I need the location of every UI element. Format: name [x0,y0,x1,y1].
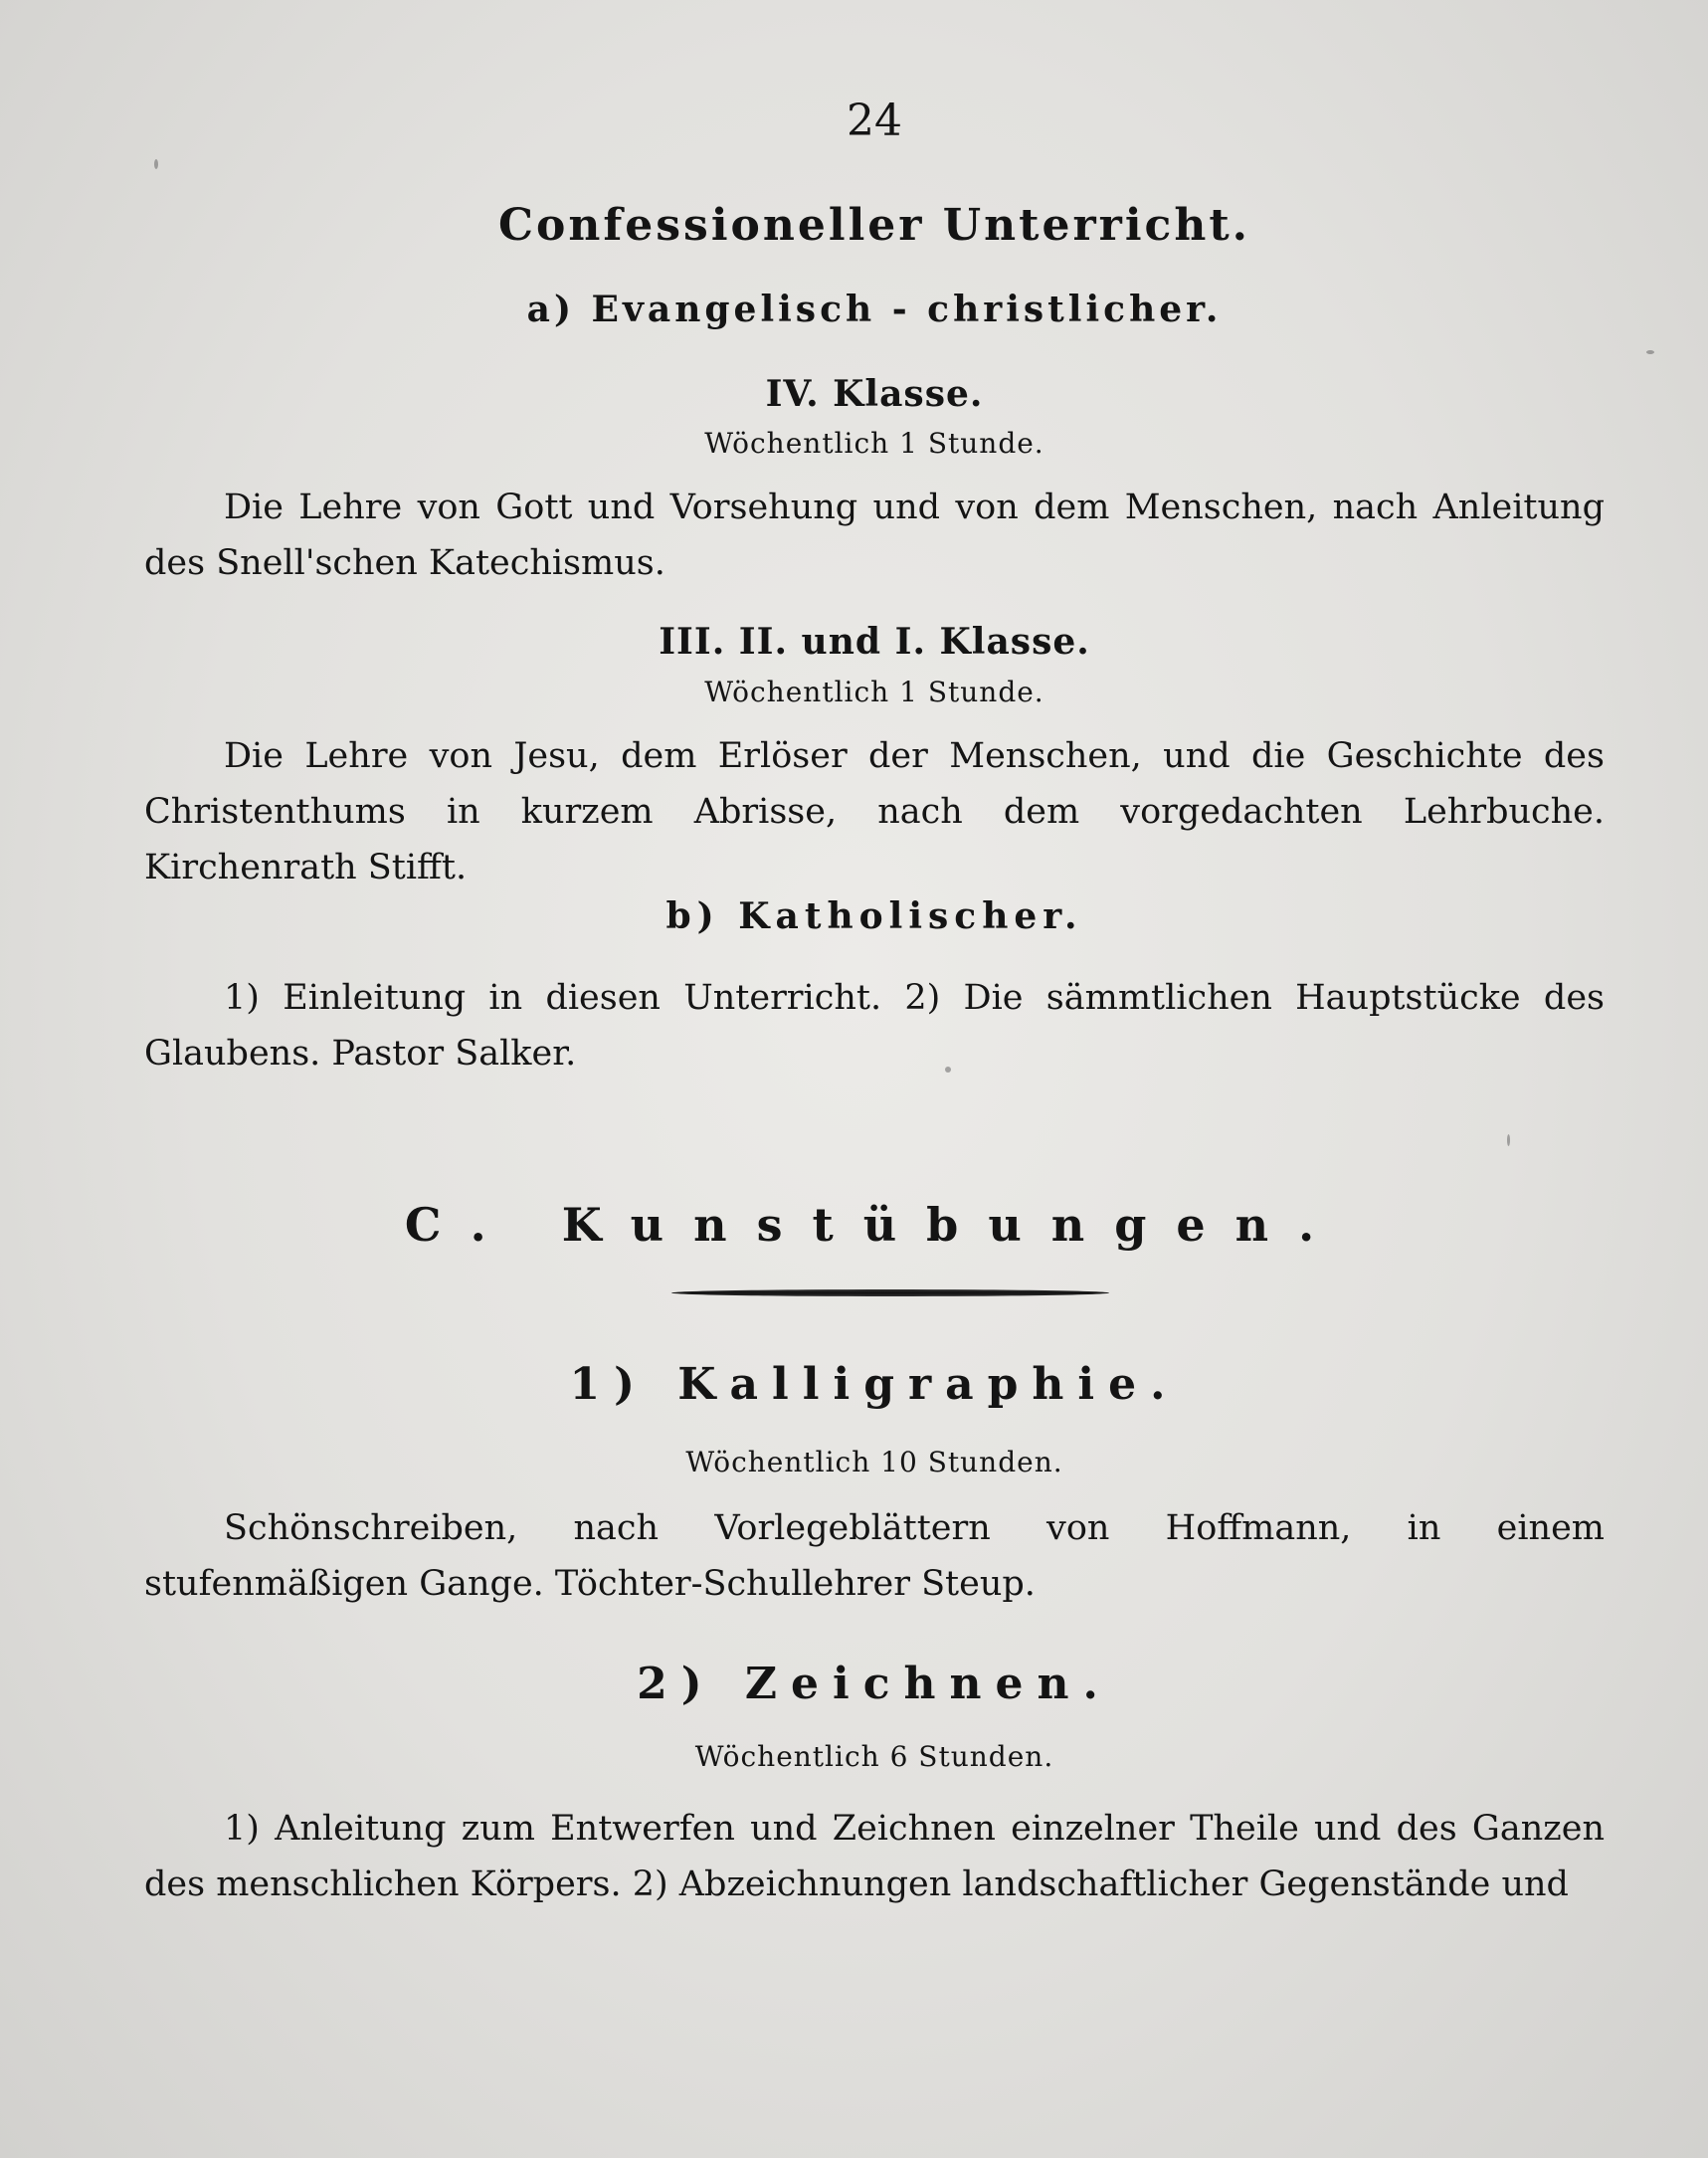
section-c-heading: C. Kunstübungen. [404,1198,1345,1252]
paper-speck [1646,350,1654,354]
kalligraphie-hours: Wöchentlich 10 Stunden. [685,1446,1063,1478]
section-b-heading: b) Katholischer. [665,895,1083,937]
main-heading: Confessioneller Unterricht. [498,200,1250,251]
zeichnen-paragraph: 1) Anleitung zum Entwerfen und Zeichnen einzelner Theile und des Ganzen des menschlichen Körpers. 2) Abzeichnungen landschaftlicher Gegenstände und [144,1809,1605,1904]
kalligraphie-heading: 1) Kalligraphie. [569,1359,1180,1410]
class-iii-i-heading: III. II. und I. Klasse. [659,621,1090,663]
class-iii-i-paragraph: Die Lehre von Jesu, dem Erlöser der Menschen, und die Geschichte des Christenthums in kurzem Abrisse, nach dem vorgedachten Lehrbuche. Kirchenrath Stifft. [144,736,1605,887]
section-a-heading: a) Evangelisch - christlicher. [526,289,1223,330]
zeichnen-heading: 2) Zeichnen. [637,1659,1112,1709]
class-iv-hours: Wöchentlich 1 Stunde. [704,427,1044,460]
zeichnen-hours: Wöchentlich 6 Stunden. [694,1740,1054,1773]
page-number: 24 [847,96,902,146]
class-iii-i-hours: Wöchentlich 1 Stunde. [704,676,1044,708]
paper-speck [945,1067,951,1073]
decorative-rule [671,1289,1109,1296]
class-iv-paragraph: Die Lehre von Gott und Vorsehung und von dem Menschen, nach Anleitung des Snell'schen Katechismus. [144,488,1605,583]
paper-speck [1507,1134,1510,1146]
section-b-paragraph: 1) Einleitung in diesen Unterricht. 2) Die sämmtlichen Hauptstücke des Glaubens. Pastor Salker. [144,978,1605,1074]
paper-speck [154,159,158,169]
class-iv-heading: IV. Klasse. [765,373,984,415]
kalligraphie-paragraph: Schönschreiben, nach Vorlegeblättern von Hoffmann, in einem stufenmäßigen Gange. Töchter-Schullehrer Steup. [144,1508,1605,1604]
